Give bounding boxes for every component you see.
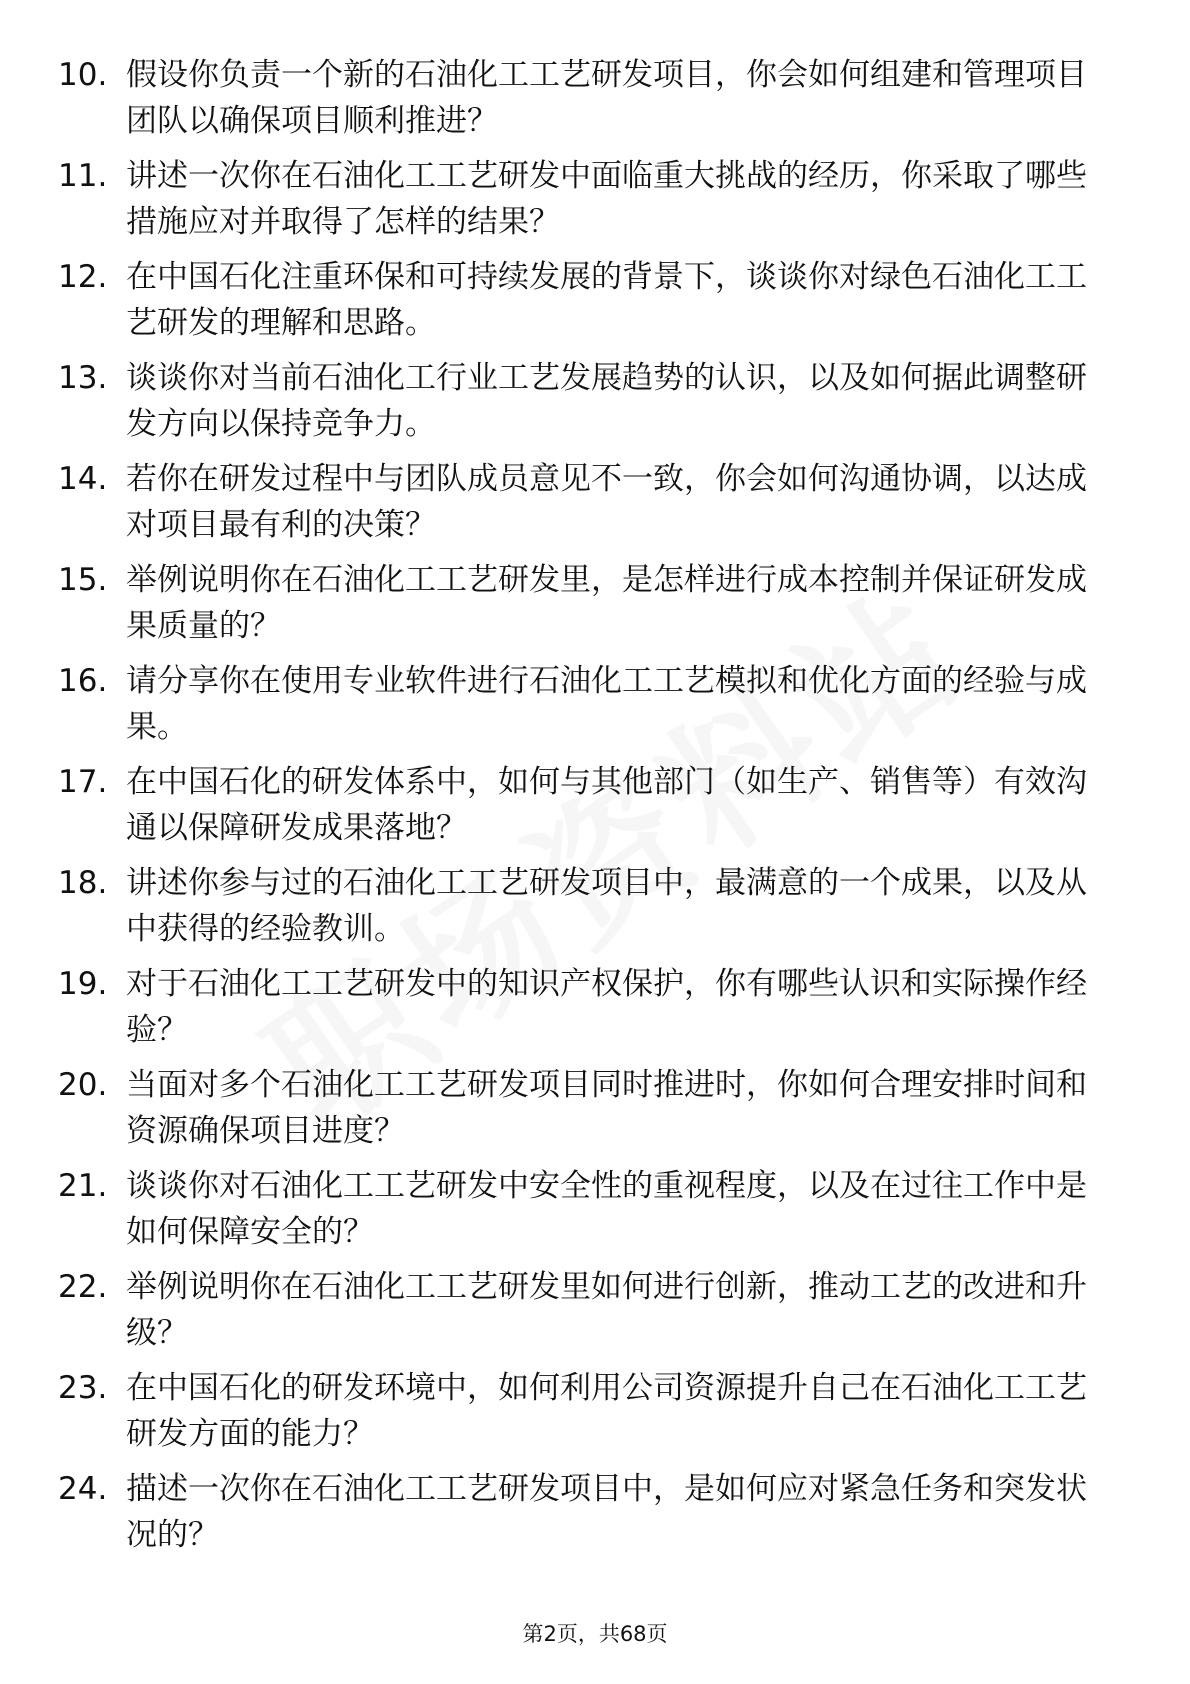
question-list (0, 52, 1190, 1567)
question-item (0, 254, 1190, 355)
question-text: 讲述你参与过的石油化工工艺研发项目中，最满意的一个成果，以及从中获得的经验教训。 (126, 865, 1087, 947)
question-text: 谈谈你对当前石油化工行业工艺发展趋势的认识，以及如何据此调整研发方向以保持竞争力。 (126, 360, 1087, 442)
question-number: 10. (58, 57, 108, 93)
question-item (0, 52, 1190, 153)
question-number: 17. (58, 764, 108, 800)
question-item (0, 759, 1190, 860)
question-text: 在中国石化注重环保和可持续发展的背景下，谈谈你对绿色石油化工工艺研发的理解和思路。 (126, 259, 1087, 341)
question-number: 24. (58, 1471, 108, 1507)
question-number: 12. (58, 259, 108, 295)
question-text: 在中国石化的研发环境中，如何利用公司资源提升自己在石油化工工艺研发方面的能力？ (126, 1370, 1087, 1452)
question-item (0, 1264, 1190, 1365)
question-number: 18. (58, 865, 108, 901)
question-item (0, 153, 1190, 254)
question-text: 描述一次你在石油化工工艺研发项目中，是如何应对紧急任务和突发状况的？ (126, 1471, 1087, 1553)
question-number: 21. (58, 1168, 108, 1204)
question-item (0, 961, 1190, 1062)
question-number: 15. (58, 562, 108, 598)
page-number-label: 第2页，共68页 (522, 1622, 668, 1646)
question-item (0, 860, 1190, 961)
question-number: 11. (58, 158, 108, 194)
question-item (0, 1466, 1190, 1567)
question-text: 举例说明你在石油化工工艺研发里，是怎样进行成本控制并保证研发成果质量的？ (126, 562, 1087, 644)
question-number: 16. (58, 663, 108, 699)
question-text: 若你在研发过程中与团队成员意见不一致，你会如何沟通协调，以达成对项目最有利的决策？ (126, 461, 1087, 543)
question-item (0, 355, 1190, 456)
question-text: 谈谈你对石油化工工艺研发中安全性的重视程度，以及在过往工作中是如何保障安全的？ (126, 1168, 1087, 1250)
question-item (0, 1163, 1190, 1264)
question-item (0, 658, 1190, 759)
question-number: 22. (58, 1269, 108, 1305)
question-item (0, 1062, 1190, 1163)
page-footer (0, 1618, 1190, 1648)
question-text: 对于石油化工工艺研发中的知识产权保护，你有哪些认识和实际操作经验？ (126, 966, 1087, 1048)
question-item (0, 456, 1190, 557)
question-text: 举例说明你在石油化工工艺研发里如何进行创新，推动工艺的改进和升级？ (126, 1269, 1087, 1351)
question-item (0, 1365, 1190, 1466)
question-text: 在中国石化的研发体系中，如何与其他部门（如生产、销售等）有效沟通以保障研发成果落地？ (126, 764, 1087, 846)
question-text: 请分享你在使用专业软件进行石油化工工艺模拟和优化方面的经验与成果。 (126, 663, 1087, 745)
question-number: 20. (58, 1067, 108, 1103)
question-number: 14. (58, 461, 108, 497)
question-number: 13. (58, 360, 108, 396)
question-number: 19. (58, 966, 108, 1002)
question-text: 假设你负责一个新的石油化工工艺研发项目，你会如何组建和管理项目团队以确保项目顺利推进？ (126, 57, 1087, 139)
question-item (0, 557, 1190, 658)
question-text: 当面对多个石油化工工艺研发项目同时推进时，你如何合理安排时间和资源确保项目进度？ (126, 1067, 1087, 1149)
question-text: 讲述一次你在石油化工工艺研发中面临重大挑战的经历，你采取了哪些措施应对并取得了怎样的结果？ (126, 158, 1087, 240)
question-number: 23. (58, 1370, 108, 1406)
